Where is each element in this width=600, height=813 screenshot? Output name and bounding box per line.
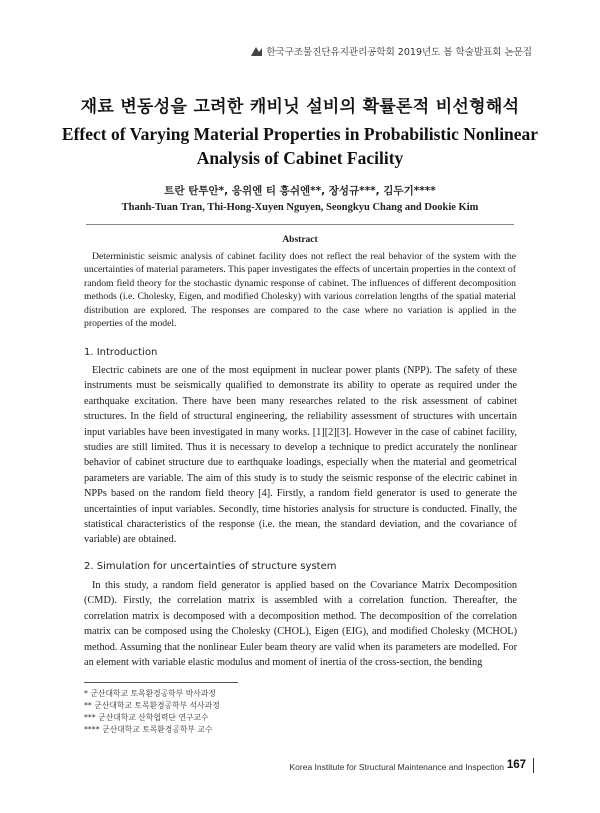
footnote-3: *** 군산대학교 산학협력단 연구교수 bbox=[84, 713, 209, 722]
page-number: 167 bbox=[506, 759, 526, 771]
authors-korean: 트란 탄투안*, 응위엔 티 흥쉬엔**, 장성규***, 김두기**** bbox=[164, 185, 436, 197]
footer-organization: Korea Institute for Structural Maintenance and Inspection bbox=[289, 762, 504, 772]
abstract-heading: Abstract bbox=[282, 235, 318, 245]
footnote-4: **** 군산대학교 토목환경공학부 교수 bbox=[84, 725, 213, 734]
footer-divider bbox=[533, 758, 534, 773]
section-text-introduction: Electric cabinets are one of the most equipment in nuclear power plants (NPP). The safety of these instruments must be seismically qualified to demonstrate its ability to operate as required under the earthquake excitation. There have been many researches related to the risk assessment of cabinet structures. In the field of structural engineering, the reliability assessment of structures with uncertain input variables have been investigated in many works. [1][2][3]. However in the case of cabinet facility, studies are still limited. Thus it is necessary to develop a technique to predict accurately the nonlinear behavior of cabinet structure due to earthquake loadings, especially when the material and geometrical parameters are variable. The aim of this study is to study the seismic response of the electric cabinet in NPPs based on the random field theory [4]. Firstly, a random field generator is used to generate the uncertainties of input variables. Secondly, time histories analysis for structure is conducted. Finally, the statistical characteristics of the response (i.e. the mean, the standard deviation, and the covariance of variable) are obtained. bbox=[84, 365, 517, 546]
section-text-simulation: In this study, a random field generator is applied based on the Covariance Matrix Decomposition (CMD). Firstly, the correlation matrix is assembled with a correlation function. Thereafter, the correlation matrix is decomposed with a decomposition method. The decomposition of the correlation matrix can be composed using the Cholesky (CHOL), Eigen (EIG), and modified Cholesky (MCHOL) method. Assuming that the nonlinear Euler beam theory are valid when its parameters are modelled. For an element with variable elastic modulus and moment of inertia of the cross-section, the bending bbox=[84, 580, 517, 669]
footnote-1: * 군산대학교 토목환경공학부 박사과정 bbox=[84, 689, 216, 698]
footnotes bbox=[84, 688, 220, 736]
header-divider bbox=[86, 224, 514, 225]
section-heading-simulation: 2. Simulation for uncertainties of structure system bbox=[84, 561, 337, 572]
authors-english: Thanh-Tuan Tran, Thi-Hong-Xuyen Nguyen, Seongkyu Chang and Dookie Kim bbox=[121, 202, 479, 213]
footnote-2: ** 군산대학교 토목환경공학부 석사과정 bbox=[84, 701, 220, 710]
title-korean: 재료 변동성을 고려한 캐비닛 설비의 확률론적 비선형해석 bbox=[80, 97, 520, 117]
title-english: Effect of Varying Material Properties in Probabilistic Nonlinear Analysis of Cabinet Facility bbox=[61, 124, 539, 168]
running-head bbox=[251, 44, 532, 58]
section-heading-introduction: 1. Introduction bbox=[84, 347, 158, 358]
abstract-text: Deterministic seismic analysis of cabinet facility does not reflect the real behavior of the system with the uncertainties of material parameters. This paper investigates the effects of uncertain properties in the context of random field theory for the stochastic dynamic response of cabinet. The influences of different decomposition methods (i.e. Cholesky, Eigen, and modified Cholesky) with various correlation lengths of the spatial material distribution are explored. The responses are compared to the case where no variation is applied in the properties of the model. bbox=[84, 251, 516, 330]
running-head-text: 한국구조물진단유지관리공학회 2019년도 봄 학술발표회 논문집 bbox=[266, 47, 532, 58]
journal-mark-icon bbox=[251, 46, 262, 56]
footnote-divider bbox=[84, 682, 238, 683]
